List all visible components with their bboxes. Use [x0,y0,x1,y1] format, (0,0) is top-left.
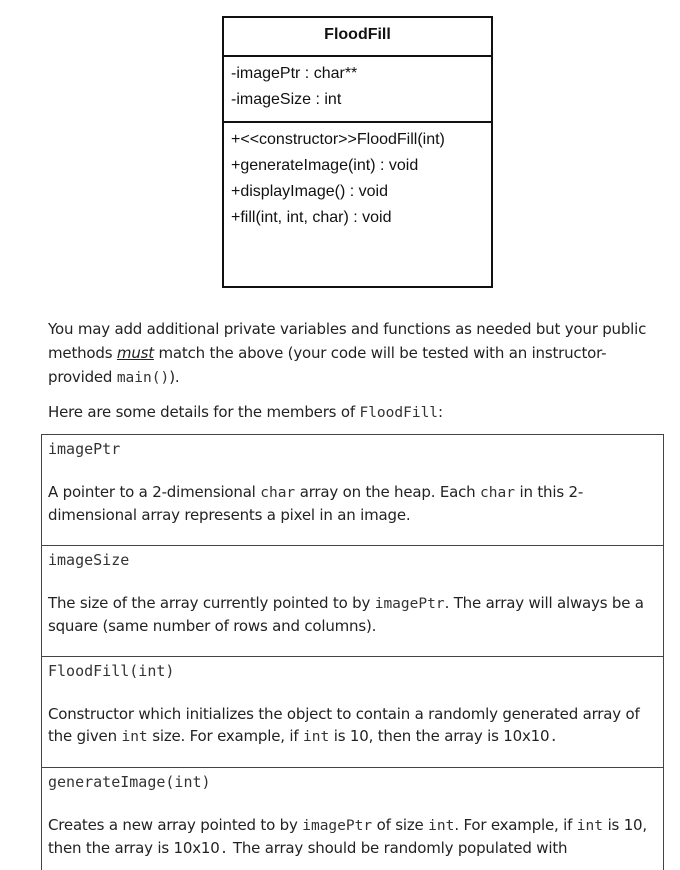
details-paragraph [48,400,668,425]
intro-text: You may add additional private variables and functions as needed but your public methods [48,320,647,362]
desc-code: imagePtr [374,596,445,612]
desc-code: int [576,818,603,834]
desc-text: . For example, if [454,816,577,834]
member-row [42,546,663,657]
desc-text: Creates a new array pointed to by [48,816,303,834]
uml-attribute: -imagePtr : char** [231,65,358,82]
uml-method: +displayImage() : void [231,183,388,200]
intro-paragraph [48,317,668,390]
desc-code: char [260,485,296,501]
desc-text: array on the heap. Each [295,483,481,501]
member-row [42,768,663,870]
intro-text: ). [169,368,180,386]
desc-text: is 10, then the array is 10x10 [48,816,647,857]
member-description [48,703,657,748]
intro-text: match the above (your code will be tested with an instructor-provided [48,344,607,386]
desc-code: . [549,729,559,745]
desc-text: A pointer to a 2-dimensional [48,483,261,501]
desc-code: . [219,841,229,857]
uml-method: +fill(int, int, char) : void [231,209,392,226]
uml-class-box [222,16,493,288]
desc-code: int [302,729,330,745]
member-name: generateImage(int) [48,773,211,791]
uml-class-name: FloodFill [224,18,491,57]
member-description [48,814,657,860]
uml-attribute: -imageSize : int [231,91,342,108]
member-name: FloodFill(int) [48,662,175,680]
desc-code: char [480,485,515,501]
intro-code: main() [116,370,170,386]
uml-method: +generateImage(int) : void [231,157,419,174]
members-table [41,434,664,870]
desc-text: Constructor which initializes the object to contain a randomly generated array of the given [48,705,640,745]
uml-method: +<<constructor>>FloodFill(int) [231,131,445,148]
desc-text: is 10, then the array is 10x10 [329,727,550,745]
uml-methods [224,123,491,231]
details-text: Here are some details for the members of [48,403,360,421]
desc-text: . The array will always be a square (same number of rows and columns). [48,594,644,635]
desc-code: int [121,729,148,745]
desc-text: of size [372,816,429,834]
member-row [42,657,663,768]
uml-attributes [224,57,491,123]
intro-emphasis: must [116,344,154,362]
desc-code: int [428,818,455,834]
details-text: : [438,403,443,421]
member-name: imagePtr [48,440,121,458]
member-row [42,435,663,546]
member-description [48,592,657,637]
desc-text: size. For example, if [147,727,303,745]
desc-text: in this 2-dimensional array represents a pixel in an image. [48,483,584,524]
member-name: imageSize [48,551,130,569]
desc-text: The size of the array currently pointed to by [48,594,375,612]
desc-code: imagePtr [302,818,373,834]
member-description [48,481,657,526]
details-code: FloodFill [359,405,439,421]
desc-text: The array should be randomly populated with [228,839,568,857]
